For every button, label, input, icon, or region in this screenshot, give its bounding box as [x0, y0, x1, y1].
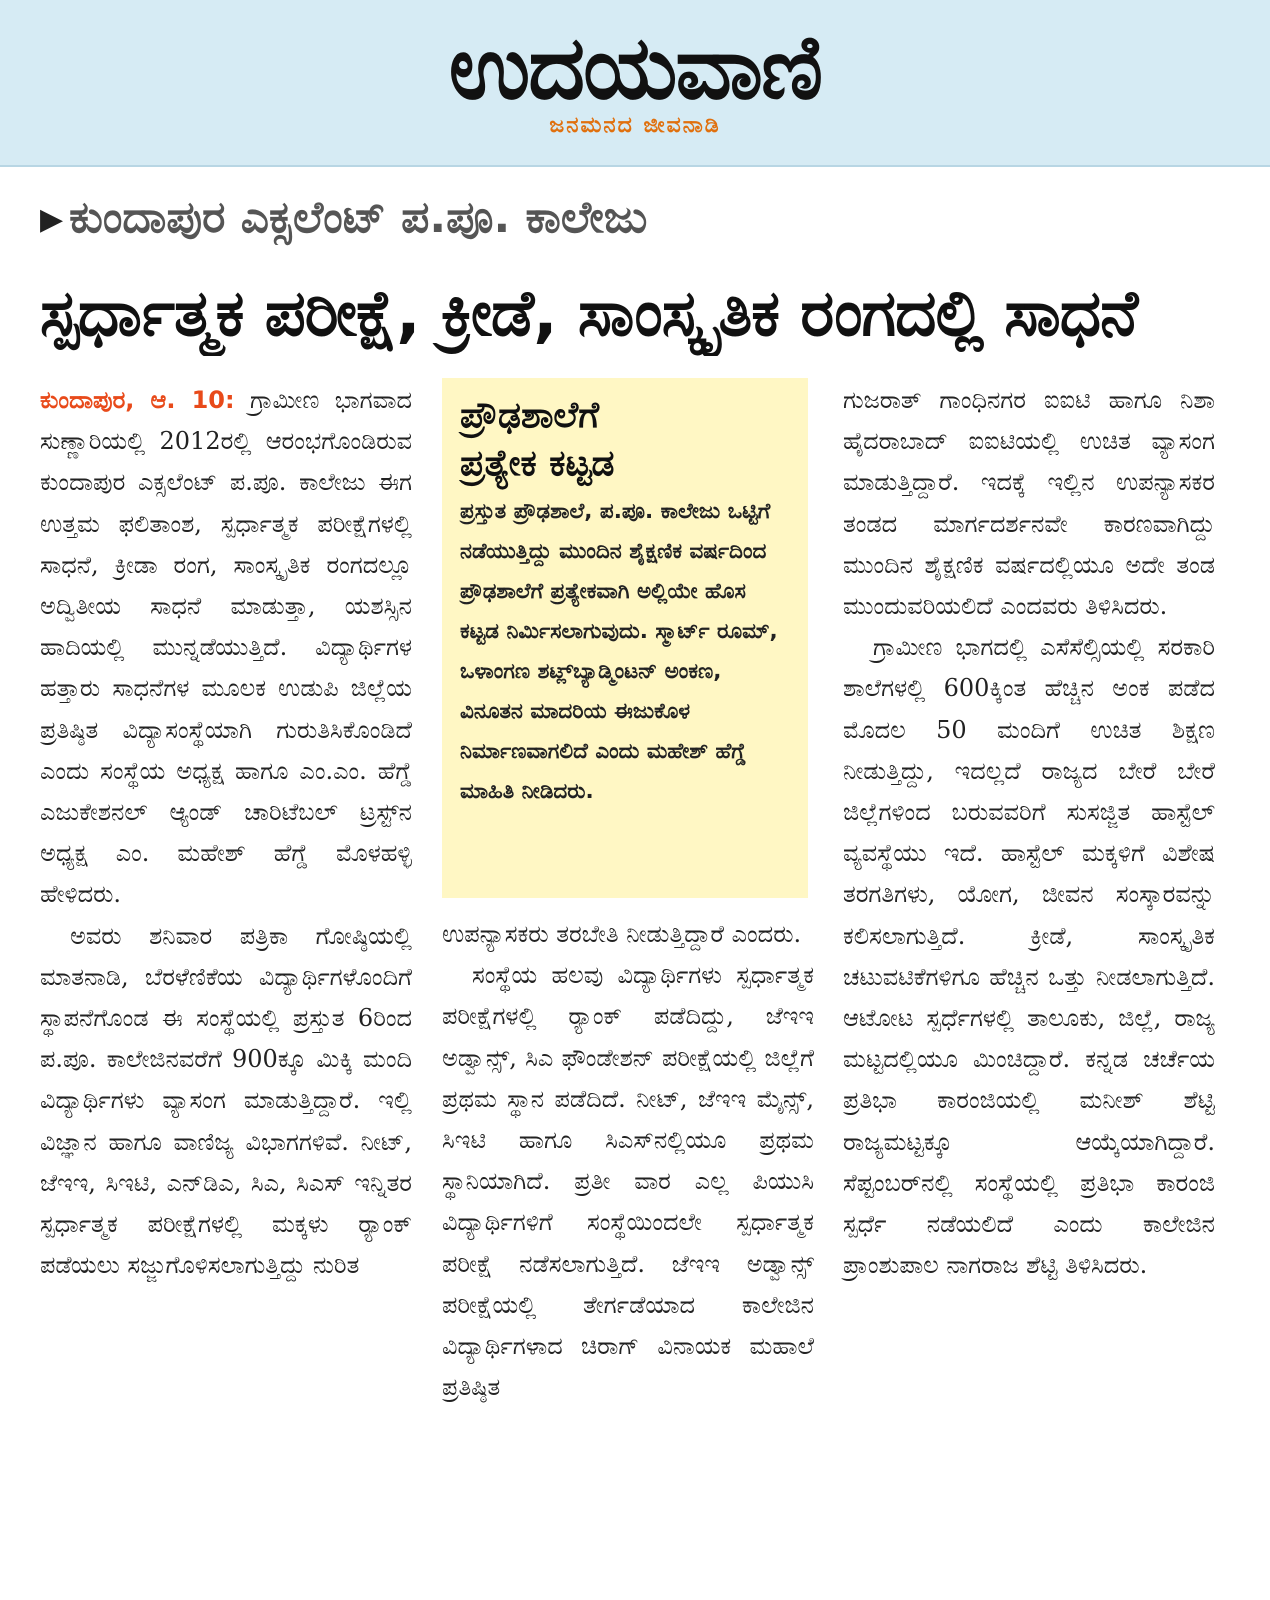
triangle-right-icon: ▶: [40, 202, 64, 237]
dateline: ಕುಂದಾಪುರ, ಆ. 10:: [40, 386, 235, 414]
article-paragraph: ಸಂಸ್ಥೆಯ ಹಲವು ವಿದ್ಯಾರ್ಥಿಗಳು ಸ್ಪರ್ಧಾತ್ಮಕ ಪರೀಕ್ಷೆಗಳಲ್ಲಿ ರ್‍ಯಾಂಕ್ ಪಡೆದಿದ್ದು, ಜೆಇಇ ಅಡ್ವಾನ್ಸ್, ಸಿಎ ಫೌಂಡೇಶನ್ ಪರೀಕ್ಷೆಯಲ್ಲಿ ಜಿಲ್ಲೆಗೆ ಪ್ರಥಮ ಸ್ಥಾನ ಪಡೆದಿದೆ. ನೀಟ್, ಜೆಇಇ ಮೈನ್ಸ್, ಸಿಇಟಿ ಹಾಗೂ ಸಿಎಸ್‌ನಲ್ಲಿಯೂ ಪ್ರಥಮ ಸ್ಥಾನಿಯಾಗಿದೆ. ಪ್ರತೀ ವಾರ ಎಲ್ಲ ಪಿಯುಸಿ ವಿದ್ಯಾರ್ಥಿಗಳಿಗೆ ಸಂಸ್ಥೆಯಿಂದಲೇ ಸ್ಪರ್ಧಾತ್ಮಕ ಪರೀಕ್ಷೆ ನಡೆಸಲಾಗುತ್ತಿದೆ. ಜೆಇಇ ಅಡ್ವಾನ್ಸ್ ಪರೀಕ್ಷೆಯಲ್ಲಿ ತೇರ್ಗಡೆಯಾದ ಕಾಲೇಜಿನ ವಿದ್ಯಾರ್ಥಿಗಳಾದ ಚಿರಾಗ್ ವಿನಾಯಕ ಮಹಾಲೆ ಪ್ರತಿಷ್ಠಿತ: [442, 961, 814, 1402]
article-paragraph: [40, 380, 412, 916]
box-title: [460, 392, 790, 488]
masthead: [0, 0, 1270, 167]
article-paragraph: ಗ್ರಾಮೀಣ ಭಾಗದಲ್ಲಿ ಎಸೆಸೆಲ್ಸಿಯಲ್ಲಿ ಸರಕಾರಿ ಶಾಲೆಗಳಲ್ಲಿ 600ಕ್ಕಿಂತ ಹೆಚ್ಚಿನ ಅಂಕ ಪಡೆದ ಮೊದಲ 50 ಮಂದಿಗೆ ಉಚಿತ ಶಿಕ್ಷಣ ನೀಡುತ್ತಿದ್ದು, ಇದಲ್ಲದೆ ರಾಜ್ಯದ ಬೇರೆ ಬೇರೆ ಜಿಲ್ಲೆಗಳಿಂದ ಬರುವವರಿಗೆ ಸುಸಜ್ಜಿತ ಹಾಸ್ಟೆಲ್ ವ್ಯವಸ್ಥೆಯು ಇದೆ. ಹಾಸ್ಟೆಲ್ ಮಕ್ಕಳಿಗೆ ವಿಶೇಷ ತರಗತಿಗಳು, ಯೋಗ, ಜೀವನ ಸಂಸ್ಕಾರವನ್ನು ಕಲಿಸಲಾಗುತ್ತಿದೆ. ಕ್ರೀಡೆ, ಸಾಂಸ್ಕೃತಿಕ ಚಟುವಟಿಕೆಗಳಿಗೂ ಹೆಚ್ಚಿನ ಒತ್ತು ನೀಡಲಾಗುತ್ತಿದೆ. ಆಟೋಟ ಸ್ಪರ್ಧೆಗಳಲ್ಲಿ ತಾಲೂಕು, ಜಿಲ್ಲೆ, ರಾಜ್ಯ ಮಟ್ಟದಲ್ಲಿಯೂ ಮಿಂಚಿದ್ದಾರೆ. ಕನ್ನಡ ಚರ್ಚೆಯ ಪ್ರತಿಭಾ ಕಾರಂಜಿಯಲ್ಲಿ ಮನೀಶ್ ಶೆಟ್ಟಿ ರಾಜ್ಯಮಟ್ಟಕ್ಕೂ ಆಯ್ಕೆಯಾಗಿದ್ದಾರೆ. ಸೆಪ್ಟಂಬರ್‌ನಲ್ಲಿ ಸಂಸ್ಥೆಯಲ್ಲಿ ಪ್ರತಿಭಾ ಕಾರಂಜಿ ಸ್ಪರ್ಧೆ ನಡೆಯಲಿದೆ ಎಂದು ಕಾಲೇಜಿನ ಪ್ರಾಂಶುಪಾಲ ನಾಗರಾಜ ಶೆಟ್ಟಿ ತಿಳಿಸಿದರು.: [843, 633, 1215, 1280]
newspaper-tagline: ಜನಮನದ ಜೀವನಾಡಿ: [549, 113, 721, 138]
article-paragraph: ಅವರು ಶನಿವಾರ ಪತ್ರಿಕಾ ಗೋಷ್ಠಿಯಲ್ಲಿ ಮಾತನಾಡಿ, ಬೆರಳೆಣಿಕೆಯ ವಿದ್ಯಾರ್ಥಿಗಳೊಂದಿಗೆ ಸ್ಥಾಪನೆಗೊಂಡ ಈ ಸಂಸ್ಥೆಯಲ್ಲಿ ಪ್ರಸ್ತುತ 6ರಿಂದ ಪ.ಪೂ. ಕಾಲೇಜಿನವರೆಗೆ 900ಕ್ಕೂ ಮಿಕ್ಕಿ ಮಂದಿ ವಿದ್ಯಾರ್ಥಿಗಳು ವ್ಯಾಸಂಗ ಮಾಡುತ್ತಿದ್ದಾರೆ. ಇಲ್ಲಿ ವಿಜ್ಞಾನ ಹಾಗೂ ವಾಣಿಜ್ಯ ವಿಭಾಗಗಳಿವೆ. ನೀಟ್, ಜೆಇಇ, ಸಿಇಟಿ, ಎನ್‌ಡಿಎ, ಸಿಎ, ಸಿಎಸ್ ಇನ್ನಿತರ ಸ್ಪರ್ಧಾತ್ಮಕ ಪರೀಕ್ಷೆಗಳಲ್ಲಿ ಮಕ್ಕಳು ರ್‍ಯಾಂಕ್ ಪಡೆಯಲು ಸಜ್ಜುಗೊಳಿಸಲಾಗುತ್ತಿದ್ದು ನುರಿತ: [40, 921, 412, 1280]
newspaper-logo: ಉದಯವಾಣಿ: [448, 16, 822, 119]
article-paragraph: ಉಪನ್ಯಾಸಕರು ತರಬೇತಿ ನೀಡುತ್ತಿದ್ದಾರೆ ಎಂದರು.: [442, 920, 802, 948]
box-title-line: ಪ್ರೌಢಶಾಲೆಗೆ: [460, 395, 600, 436]
article-column-1: [40, 380, 412, 1286]
sidebar-box: [442, 378, 808, 898]
box-body: ಪ್ರಸ್ತುತ ಪ್ರೌಢಶಾಲೆ, ಪ.ಪೂ. ಕಾಲೇಜು ಒಟ್ಟಿಗೆ ನಡೆಯುತ್ತಿದ್ದು ಮುಂದಿನ ಶೈಕ್ಷಣಿಕ ವರ್ಷದಿಂದ ಪ್ರೌಢಶಾಲೆಗೆ ಪ್ರತ್ಯೇಕವಾಗಿ ಅಲ್ಲಿಯೇ ಹೊಸ ಕಟ್ಟಡ ನಿರ್ಮಿಸಲಾಗುವುದು. ಸ್ಮಾರ್ಟ್ ರೂಮ್, ಒಳಾಂಗಣ ಶಟ್ಲ್‌ಬ್ಯಾಡ್ಮಿಂಟನ್ ಅಂಕಣ, ವಿನೂತನ ಮಾದರಿಯ ಈಜುಕೊಳ ನಿರ್ಮಾಣವಾಗಲಿದೆ ಎಂದು ಮಹೇಶ್ ಹೆಗ್ಡೆ ಮಾಹಿತಿ ನೀಡಿದರು.: [460, 499, 778, 804]
article-column-2: [442, 914, 814, 1408]
paragraph-text: ಗ್ರಾಮೀಣ ಭಾಗವಾದ ಸುಣ್ಣಾರಿಯಲ್ಲಿ 2012ರಲ್ಲಿ ಆರಂಭಗೊಂಡಿರುವ ಕುಂದಾಪುರ ಎಕ್ಸಲೆಂಟ್ ಪ.ಪೂ. ಕಾಲೇಜು ಈಗ ಉತ್ತಮ ಫಲಿತಾಂಶ, ಸ್ಪರ್ಧಾತ್ಮಕ ಪರೀಕ್ಷೆಗಳಲ್ಲಿ ಸಾಧನೆ, ಕ್ರೀಡಾ ರಂಗ, ಸಾಂಸ್ಕೃತಿಕ ರಂಗದಲ್ಲೂ ಅದ್ವಿತೀಯ ಸಾಧನೆ ಮಾಡುತ್ತಾ, ಯಶಸ್ಸಿನ ಹಾದಿಯಲ್ಲಿ ಮುನ್ನಡೆಯುತ್ತಿದೆ. ವಿದ್ಯಾರ್ಥಿಗಳ ಹತ್ತಾರು ಸಾಧನೆಗಳ ಮೂಲಕ ಉಡುಪಿ ಜಿಲ್ಲೆಯ ಪ್ರತಿಷ್ಠಿತ ವಿದ್ಯಾಸಂಸ್ಥೆಯಾಗಿ ಗುರುತಿಸಿಕೊಂಡಿದೆ ಎಂದು ಸಂಸ್ಥೆಯ ಅಧ್ಯಕ್ಷ ಹಾಗೂ ಎಂ.ಎಂ. ಹೆಗ್ಡೆ ಎಜುಕೇಶನಲ್ ಆ್ಯಂಡ್ ಚಾರಿಟೆಬಲ್ ಟ್ರಸ್ಟ್‌ನ ಅಧ್ಯಕ್ಷ ಎಂ. ಮಹೇಶ್ ಹೆಗ್ಡೆ ಮೊಳಹಳ್ಳಿ ಹೇಳಿದರು.: [40, 386, 412, 909]
article-kicker: [40, 188, 1240, 250]
article-headline: ಸ್ಪರ್ಧಾತ್ಮಕ ಪರೀಕ್ಷೆ, ಕ್ರೀಡೆ, ಸಾಂಸ್ಕೃತಿಕ ರಂಗದಲ್ಲಿ ಸಾಧನೆ: [40, 277, 1138, 351]
kicker-text: ಕುಂದಾಪುರ ಎಕ್ಸಲೆಂಟ್ ಪ.ಪೂ. ಕಾಲೇಜು: [69, 192, 648, 243]
box-title-line: ಪ್ರತ್ಯೇಕ ಕಟ್ಟಡ: [460, 443, 615, 484]
article-column-3: [843, 380, 1215, 1286]
article-paragraph: ಗುಜರಾತ್ ಗಾಂಧಿನಗರ ಐಐಟಿ ಹಾಗೂ ನಿಶಾ ಹೈದರಾಬಾದ್ ಐಐಟಿಯಲ್ಲಿ ಉಚಿತ ವ್ಯಾಸಂಗ ಮಾಡುತ್ತಿದ್ದಾರೆ. ಇದಕ್ಕೆ ಇಲ್ಲಿನ ಉಪನ್ಯಾಸಕರ ತಂಡದ ಮಾರ್ಗದರ್ಶನವೇ ಕಾರಣವಾಗಿದ್ದು ಮುಂದಿನ ಶೈಕ್ಷಣಿಕ ವರ್ಷದಲ್ಲಿಯೂ ಅದೇ ತಂಡ ಮುಂದುವರಿಯಲಿದೆ ಎಂದವರು ತಿಳಿಸಿದರು.: [843, 386, 1215, 621]
